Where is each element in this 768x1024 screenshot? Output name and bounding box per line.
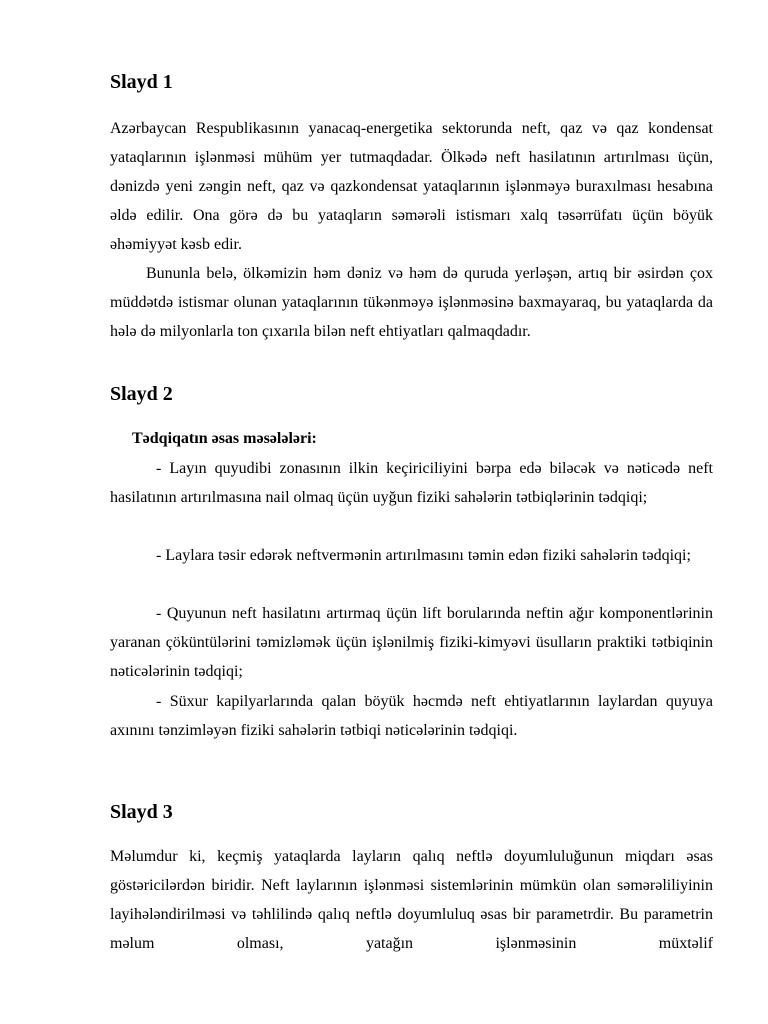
slide3-paragraph-1: Məlumdur ki, keçmiş yataqlarda layların qalıq neftlə doyumluluğunun miqdarı əsas göstəricilərdən biridir. Neft laylarının işlənməsi sistemlərinin mümkün olan səmərəliliyinin layihələndirilməsi və təhlilində qalıq neftlə doyumluluq əsas bir parametrdir. Bu parametrin məlum olması, yatağın işlənməsinin müxtəlif — [110, 848, 713, 952]
slide1-paragraph-1: Azərbaycan Respublikasının yanacaq-energetika sektorunda neft, qaz və qaz kondensat yataqlarının işlənməsi mühüm yer tutmaqdadar. Ölkədə neft hasilatının artırılması üçün, dənizdə yeni zəngin neft, qaz və qazkondensat yataqlarının işlənməyə buraxılması hesabına əldə edilir. Ona görə də bu yataqların səmərəli istismarı xalq təsərrüfatı üçün böyük əhəmiyyət kəsb edir. — [110, 120, 713, 253]
slide2-subheading: Tədqiqatın əsas məsələləri: — [132, 430, 317, 447]
slide3-heading: Slayd 3 — [110, 801, 173, 823]
slide1-paragraph-2: Bununla belə, ölkəmizin həm dəniz və həm də quruda yerləşən, artıq bir əsirdən çox müddətdə istismar olunan yataqlarının tükənməyə işlənməsinə baxmayaraq, bu yataqlarda da hələ də milyonlarla ton çıxarıla bilən neft ehtiyatları qalmaqdadır. — [110, 265, 713, 340]
slide2-item-4: - Süxur kapilyarlarında qalan böyük həcmdə neft ehtiyatlarının laylardan quyuya axınını tənzimləyən fiziki sahələrin tətbiqi nəticələrinin tədqiqi. — [110, 693, 713, 739]
slide2-item-1: - Layın quyudibi zonasının ilkin keçiriciliyini bərpa edə biləcək və nəticədə neft hasilatının artırılmasına nail olmaq üçün uyğun fiziki sahələrin tətbiqlərinin tədqiqi; — [110, 460, 713, 506]
slide2-item-3: - Quyunun neft hasilatını artırmaq üçün lift borularında neftin ağır komponentlərinin yaranan çöküntülərini təmizləmək üçün işlənilmiş fiziki-kimyəvi üsulların praktiki tətbiqinin nəticələrinin tədqiqi; — [110, 605, 713, 680]
slide2-heading: Slayd 2 — [110, 383, 173, 405]
slide1-heading: Slayd 1 — [110, 71, 173, 93]
slide2-item-2: - Laylara təsir edərək neftvermənin artırılmasını təmin edən fiziki sahələrin tədqiqi; — [156, 547, 691, 564]
